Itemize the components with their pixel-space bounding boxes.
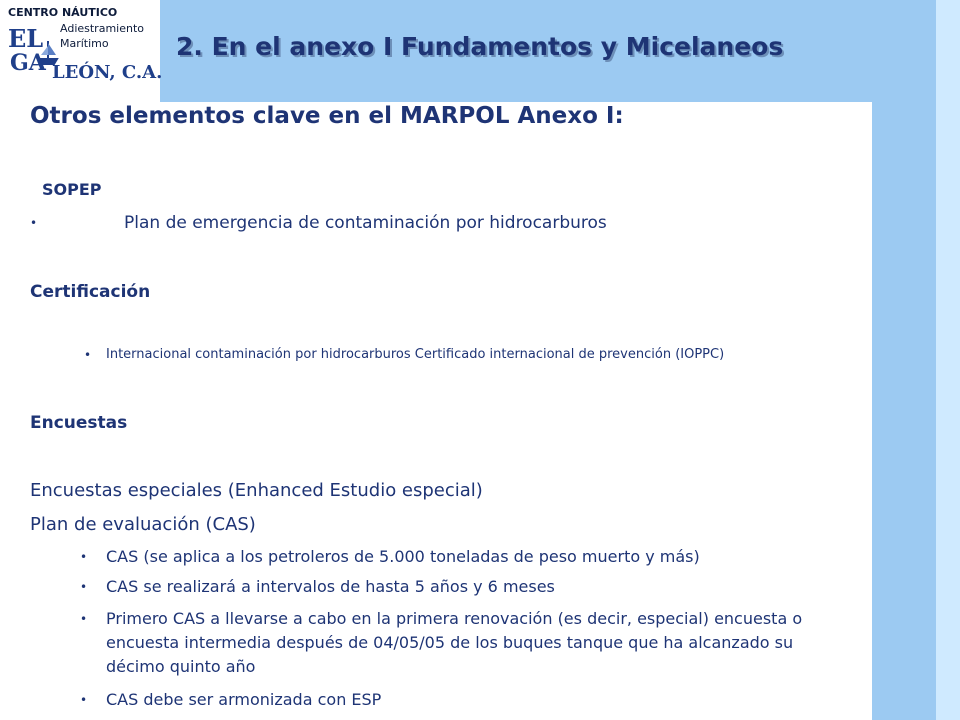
certificacion-item: Internacional contaminación por hidrocarburos Certificado internacional de prevención (IOPPC) [106, 347, 725, 362]
logo-line-adiestramiento: Adiestramiento [60, 22, 144, 35]
slide-title: 2. En el anexo I Fundamentos y Micelaneos [176, 32, 784, 61]
sopep-heading: SOPEP [42, 180, 102, 199]
certificacion-heading: Certificación [30, 282, 151, 302]
encuestas-line-especiales: Encuestas especiales (Enhanced Estudio especial) [30, 480, 483, 501]
bullet-icon: • [80, 580, 88, 594]
bullet-icon: • [30, 216, 38, 230]
bullet-icon: • [84, 348, 92, 362]
logo-ga: GA [10, 50, 46, 76]
sopep-item: Plan de emergencia de contaminación por hidrocarburos [124, 213, 607, 233]
cas-item-2: CAS se realizará a intervalos de hasta 5 años y 6 meses [106, 577, 555, 596]
cas-item-1: CAS (se aplica a los petroleros de 5.000 toneladas de peso muerto y más) [106, 547, 700, 566]
logo-el: EL [8, 24, 44, 53]
right-vertical-band [872, 0, 936, 720]
logo-line-centro: CENTRO NÁUTICO [8, 6, 118, 19]
slide-subtitle: Otros elementos clave en el MARPOL Anexo I: [30, 103, 624, 129]
logo-line-maritimo: Marítimo [60, 37, 109, 50]
company-logo [0, 0, 163, 102]
cas-item-3-line-3: décimo quinto año [106, 657, 256, 676]
cas-item-3-line-1: Primero CAS a llevarse a cabo en la primera renovación (es decir, especial) encuesta o [106, 609, 803, 628]
bullet-icon: • [80, 612, 88, 626]
cas-item-3-line-2: encuesta intermedia después de 04/05/05 de los buques tanque que ha alcanzado su [106, 633, 794, 652]
encuestas-heading: Encuestas [30, 413, 128, 433]
bullet-icon: • [80, 550, 88, 564]
bullet-icon: • [80, 693, 88, 707]
encuestas-line-plan: Plan de evaluación (CAS) [30, 514, 256, 535]
logo-leon: LEÓN, C.A. [52, 62, 163, 83]
cas-item-4: CAS debe ser armonizada con ESP [106, 690, 382, 709]
